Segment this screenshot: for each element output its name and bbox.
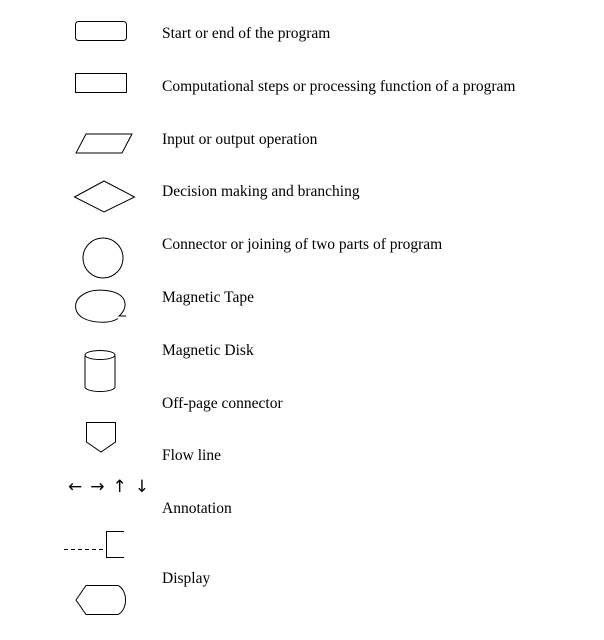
process-label: Computational steps or processing function of a program — [162, 78, 516, 95]
left-arrow-icon: ← — [68, 477, 83, 497]
annotation-symbol-icon — [64, 532, 124, 558]
decision-label: Decision making and branching — [162, 183, 360, 200]
annotation-label: Annotation — [162, 500, 232, 517]
down-arrow-icon: ↓ — [134, 477, 149, 497]
decision-symbol-icon — [75, 181, 135, 212]
off-page-connector-symbol-icon — [87, 423, 116, 453]
terminal-symbol-icon — [76, 22, 127, 41]
magnetic-disk-symbol-icon — [85, 351, 115, 392]
display-label: Display — [162, 570, 211, 587]
flow-line-label: Flow line — [162, 447, 221, 464]
input-output-symbol-icon — [76, 134, 132, 153]
connector-symbol-icon — [83, 238, 123, 278]
connector-label: Connector or joining of two parts of program — [162, 236, 443, 253]
right-arrow-icon: → — [90, 477, 105, 497]
input-output-label: Input or output operation — [162, 131, 318, 148]
magnetic-disk-label: Magnetic Disk — [162, 342, 254, 359]
magnetic-tape-symbol-icon — [76, 290, 126, 322]
flow-line-arrows — [68, 477, 149, 497]
off-page-connector-label: Off-page connector — [162, 395, 283, 412]
display-symbol-icon — [76, 586, 126, 615]
process-symbol-icon — [76, 74, 127, 93]
terminal-label: Start or end of the program — [162, 25, 331, 42]
up-arrow-icon: ↑ — [112, 477, 127, 497]
magnetic-tape-label: Magnetic Tape — [162, 289, 255, 306]
